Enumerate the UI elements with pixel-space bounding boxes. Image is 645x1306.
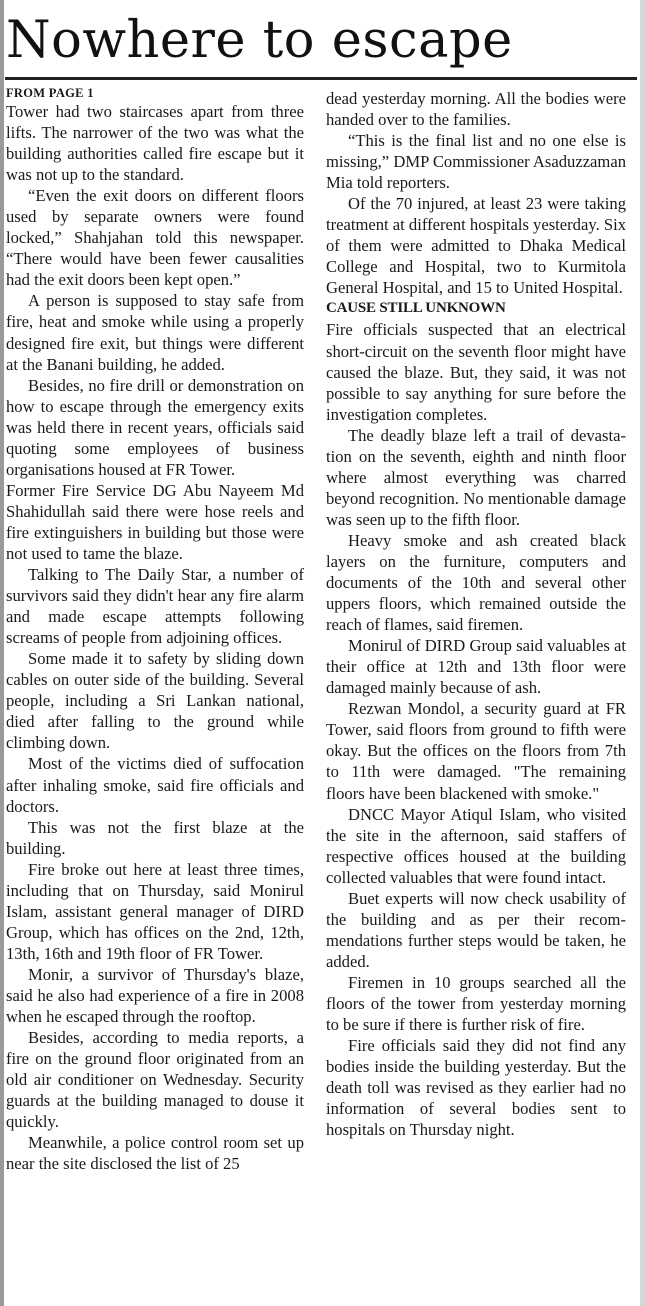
right-paragraph: Heavy smoke and ash created black layers on the furniture, computers and documents of the 10th and several other uppers floors, which remained outside the reach of flames, said firemen. <box>326 530 626 635</box>
left-paragraph: Besides, no fire drill or demonstration on how to escape through the emergency exits was held there in recent years, officials said quoting some employees of business organisations housed at FR Tower. <box>6 375 304 479</box>
left-paragraph: This was not the first blaze at the building. <box>6 817 304 858</box>
right-paragraph: Fire officials said they did not find any bodies inside the building yesterday. But the death toll was revised as they earlier had no information of several bodies sent to hospitals on Thursday night. <box>326 1036 626 1140</box>
left-paragraph: “Even the exit doors on different floors used by separate owners were found locked,” Shahjahan told this newspaper. “There would have been fewer causalities had the exit doors been kept open.” <box>6 186 304 290</box>
left-paragraph: Fire broke out here at least three times, including that on Thursday, said Monirul Islam, assistant general manager of DIRD Group, which has offices on the 2nd, 12th, 13th, 16th and 19th floor of FR Tower. <box>6 859 304 963</box>
right-paragraph: Fire officials suspected that an electrical short-circuit on the seventh floor might have caused the blaze. But, they said, it was not possible to say anything for sure before the investigation completes. <box>326 320 626 424</box>
right-paragraph: dead yesterday morning. All the bodies were handed over to the families. <box>326 89 626 130</box>
left-paragraph: Talking to The Daily Star, a number of survivors said they didn't hear any fire alarm and made escape attempts following screams of people from adjoining offices. <box>6 565 304 648</box>
right-paragraph: Of the 70 injured, at least 23 were taking treatment at different hospitals yesterday. Six of them were admitted to Dhaka Medical College and Hospital, two to Kurmitola General Hospital, and 15 to United Hospital. <box>326 194 626 298</box>
headline: Nowhere to escape <box>6 11 513 70</box>
page-left-edge <box>0 0 4 1306</box>
left-paragraph: Former Fire Service DG Abu Nayeem Md Shahidullah said there were hose reels and fire extinguishers in building but those were not used to tame the blaze. <box>6 480 304 563</box>
right-paragraph: DNCC Mayor Atiqul Islam, who visited the site in the afternoon, said staffers of respective offices housed at the building collected valuables that were found intact. <box>326 804 626 887</box>
headline-rule <box>5 77 637 80</box>
left-paragraph: A person is supposed to stay safe from fire, heat and smoke while using a properly designed fire exit, but things were different at the Banani building, he added. <box>6 291 304 374</box>
left-paragraph: Monir, a survivor of Thursday's blaze, said he also had experience of a fire in 2008 when he escaped through the rooftop. <box>6 964 304 1027</box>
right-paragraph: Rezwan Mondol, a security guard at FR Tower, said floors from ground to fifth were okay. But the offices on the floors from 7th to 11th were damaged. "The remaining floors have been blackened with smoke." <box>326 699 626 803</box>
left-column <box>6 86 304 1174</box>
right-paragraph: The deadly blaze left a trail of devastation on the seventh, eighth and ninth floor where almost everything was charred beyond recognition. No mentionable damage was seen up to the fifth floor. <box>326 425 626 529</box>
left-paragraph: Some made it to safety by sliding down cables on outer side of the building. Several people, including a Sri Lankan national, died after falling to the ground while climbing down. <box>6 649 304 753</box>
left-paragraph: Meanwhile, a police control room set up near the site disclosed the list of 25 <box>6 1133 304 1174</box>
kicker-from-page: FROM PAGE 1 <box>6 86 94 100</box>
right-paragraph: Monirul of DIRD Group said valuables at their office at 12th and 13th floor were damaged mainly because of ash. <box>326 636 626 698</box>
page-right-edge <box>640 0 645 1306</box>
right-column <box>326 88 626 1140</box>
left-paragraph: Tower had two staircases apart from three lifts. The narrower of the two was what the building authorities called fire escape but it was not up to the standard. <box>6 102 304 185</box>
subhead-cause-unknown: CAUSE STILL UNKNOWN <box>326 300 506 317</box>
left-paragraph: Besides, according to media reports, a fire on the ground floor originated from an old air conditioner on Wednesday. Security guards at the building managed to douse it quickly. <box>6 1028 304 1132</box>
right-paragraph: Buet experts will now check usability of the building and as per their recommendations further steps would be taken, he added. <box>326 888 626 971</box>
right-paragraph: “This is the final list and no one else is missing,” DMP Commissioner Asaduzzaman Mia told reporters. <box>326 131 626 193</box>
left-paragraph: Most of the victims died of suffocation after inhaling smoke, said fire officials and doctors. <box>6 754 304 816</box>
right-paragraph: Firemen in 10 groups searched all the floors of the tower from yesterday morning to be sure if there is further risk of fire. <box>326 972 626 1035</box>
